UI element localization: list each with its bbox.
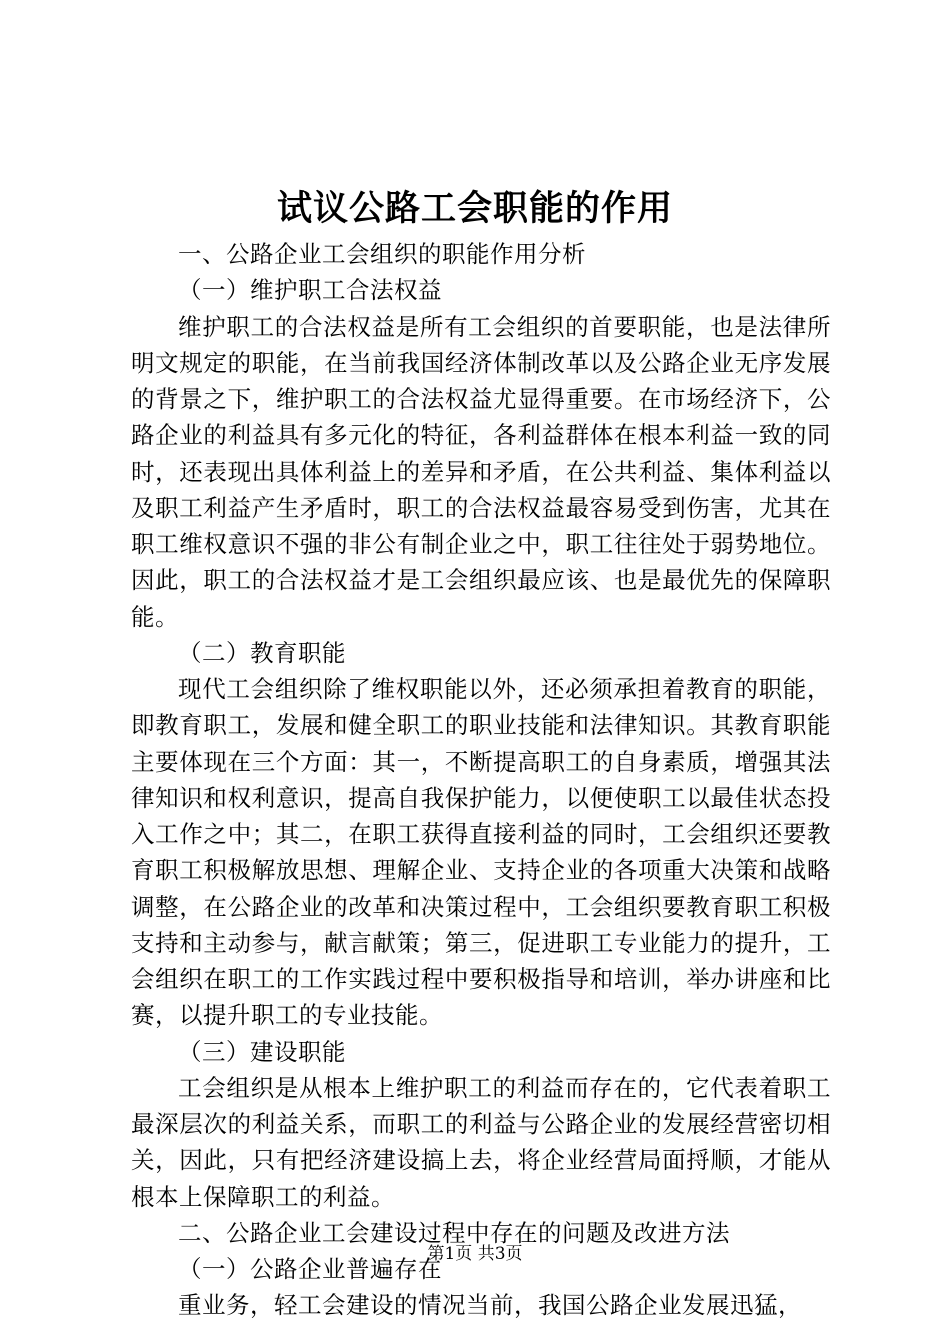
page-number-footer: 第1页 共3页 [427, 1244, 523, 1264]
document-title: 试议公路工会职能的作用 [276, 189, 673, 229]
paragraph-construction: 工会组织是从根本上维护职工的利益而存在的，它代表着职工最深层次的利益关系，而职工的利益与公路企业的发展经营密切相关，因此，只有把经济建设搞上去，将企业经营局面捋顺，才能从根本上保障职工的利益。 [131, 1073, 831, 1211]
document-body [131, 236, 831, 1324]
paragraph-problems: 重业务，轻工会建设的情况当前，我国公路企业发展迅猛， [178, 1291, 802, 1320]
section-heading-2: 二、公路企业工会建设过程中存在的问题及改进方法 [178, 1218, 730, 1247]
subsection-heading-1-1: （一）维护职工合法权益 [178, 276, 442, 305]
paragraph-education: 现代工会组织除了维权职能以外，还必须承担着教育的职能，即教育职工，发展和健全职工的职业技能和法律知识。其教育职能主要体现在三个方面：其一，不断提高职工的自身素质，增强其法律知识和权利意识，提高自我保护能力，以便使职工以最佳状态投入工作之中；其二，在职工获得直接利益的同时，工会组织还要教育职工积极解放思想、理解企业、支持企业的各项重大决策和战略调整，在公路企业的改革和决策过程中，工会组织要教育职工积极支持和主动参与，献言献策；第三，促进职工专业能力的提升，工会组织在职工的工作实践过程中要积极指导和培训，举办讲座和比赛，以提升职工的专业技能。 [131, 675, 831, 1030]
paragraph-rights: 维护职工的合法权益是所有工会组织的首要职能，也是法律所明文规定的职能，在当前我国经济体制改革以及公路企业无序发展的背景之下，维护职工的合法权益尤显得重要。在市场经济下，公路企业的利益具有多元化的特征，各利益群体在根本利益一致的同时，还表现出具体利益上的差异和矛盾，在公共利益、集体利益以及职工利益产生矛盾时，职工的合法权益最容易受到伤害，尤其在职工维权意识不强的非公有制企业之中，职工往往处于弱势地位。因此，职工的合法权益才是工会组织最应该、也是最优先的保障职能。 [131, 312, 831, 631]
subsection-heading-2-1: （一）公路企业普遍存在 [178, 1255, 442, 1283]
subsection-heading-1-3: （三）建设职能 [178, 1037, 346, 1066]
subsection-heading-1-2: （二）教育职能 [178, 638, 346, 667]
section-heading-1: 一、公路企业工会组织的职能作用分析 [178, 240, 586, 268]
